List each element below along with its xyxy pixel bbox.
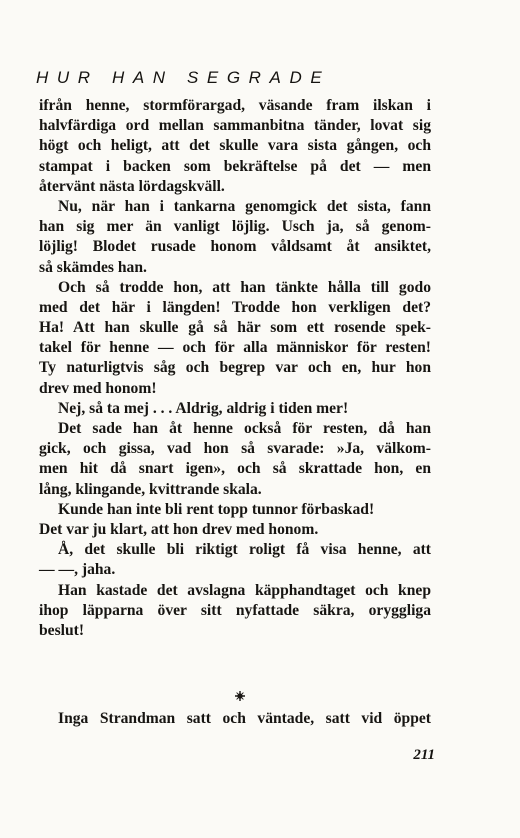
text-line: återvänt nästa lördagskväll. xyxy=(39,177,225,195)
text-line: beslut! xyxy=(39,621,85,639)
text-line: med det här i längden! Trodde hon verkligen det? xyxy=(39,298,431,316)
text-line: Och så trodde hon, att han tänkte hålla till godo xyxy=(58,278,431,296)
text-line: Ha! Att han skulle gå så här som ett rosende spek- xyxy=(39,319,431,337)
text-line: Inga Strandman satt och väntade, satt vid öppet xyxy=(58,710,431,727)
text-line: högt och heligt, att det skulle vara sista gången, och xyxy=(39,137,431,155)
text-line: Ty naturligtvis såg och begrep var och en, hur hon xyxy=(39,359,431,377)
text-line: Det sade han åt henne också för resten, då han xyxy=(58,420,431,437)
running-head: HUR HAN SEGRADE xyxy=(36,68,331,87)
body-text xyxy=(39,96,431,641)
text-line: Å, det skulle bli riktigt roligt få visa henne, att xyxy=(58,541,431,559)
text-line: drev med honom! xyxy=(39,379,157,397)
asterism-ornament-icon xyxy=(234,690,246,702)
text-line: ifrån henne, stormförargad, väsande fram ilskan i xyxy=(39,97,431,114)
text-line: men hit då snart igen», och så skrattade hon, en xyxy=(39,460,431,478)
text-line: Han kastade det avslagna käpphandtaget och knep xyxy=(58,581,431,599)
text-line: ihop läpparna över sitt nyfattade säkra, oryggliga xyxy=(39,601,431,619)
text-line: gick, och gissa, vad hon så svarade: »Ja, välkom- xyxy=(39,440,431,458)
text-line: han sig mer än vanligt löjlig. Usch ja, så genom- xyxy=(39,218,431,236)
section-text xyxy=(39,709,431,729)
text-line: Nu, när han i tankarna genomgick det sista, fann xyxy=(58,197,431,215)
text-line: Nej, så ta mej . . . Aldrig, aldrig i tiden mer! xyxy=(58,399,349,417)
text-line: takel för henne — och för alla människor för resten! xyxy=(39,339,431,357)
text-line: löjlig! Blodet rusade honom våldsamt åt ansiktet, xyxy=(39,238,431,256)
text-line: Kunde han inte bli rent topp tunnor förbaskad! xyxy=(58,500,375,518)
text-line: lång, klingande, kvittrande skala. xyxy=(39,480,262,498)
text-line: stampat i backen som bekräftelse på det — men xyxy=(39,157,431,175)
text-line: Det var ju klart, att hon drev med honom. xyxy=(39,520,319,538)
page-number: 211 xyxy=(413,747,435,763)
text-line: halvfärdiga ord mellan sammanbitna tänder, lovat sig xyxy=(39,117,431,135)
text-line: så skämdes han. xyxy=(39,258,147,276)
text-line: — —, jaha. xyxy=(39,561,116,579)
